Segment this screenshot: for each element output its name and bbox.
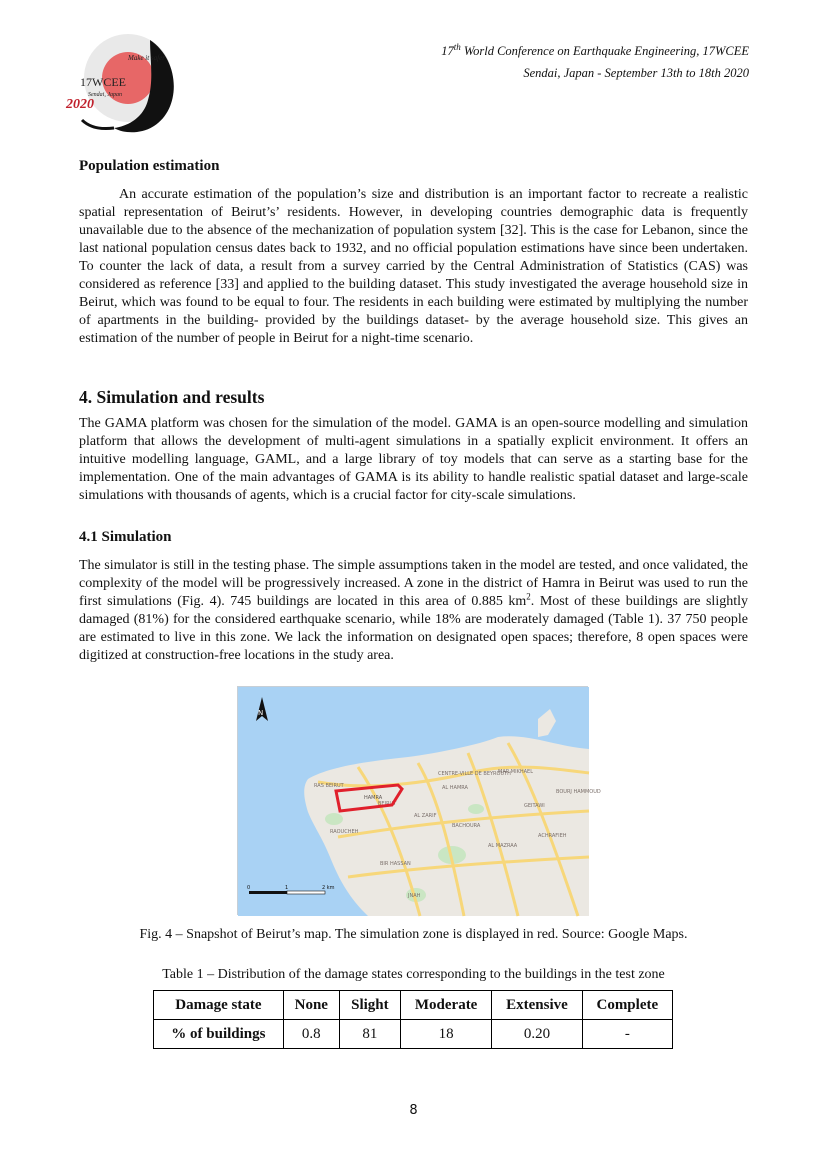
table-header-cell: Complete xyxy=(582,991,672,1020)
north-arrow-label: N xyxy=(258,709,264,717)
map-label: BACHOURA xyxy=(452,823,481,829)
map-label: GEITAWI xyxy=(524,803,545,809)
map-label: AL ZARIF xyxy=(414,813,437,819)
map-label: ACHRAFIEH xyxy=(538,833,567,839)
scale-label: 0 xyxy=(247,885,251,891)
table-row-header: % of buildings xyxy=(154,1020,284,1049)
table-header-cell: Damage state xyxy=(154,991,284,1020)
wcee-logo xyxy=(58,30,188,140)
svg-text:2020: 2020 xyxy=(66,97,94,112)
page-number: 8 xyxy=(409,1103,418,1118)
population-heading: Population estimation xyxy=(79,158,220,174)
table-cell: 0.20 xyxy=(492,1020,582,1049)
table-cell: - xyxy=(582,1020,672,1049)
beirut-map xyxy=(237,686,601,915)
figure-caption: Fig. 4 – Snapshot of Beirut’s map. The simulation zone is displayed in red. Source: Google Maps. xyxy=(139,927,688,942)
map-label: BEIRUT xyxy=(378,801,397,807)
table-caption: Table 1 – Distribution of the damage states corresponding to the buildings in the test zone xyxy=(162,967,665,982)
conference-dates: Sendai, Japan - September 13th to 18th 2020 xyxy=(523,66,749,80)
map-label: RAS BEIRUT xyxy=(314,783,344,789)
svg-text:Sendai, Japan: Sendai, Japan xyxy=(88,92,122,98)
section-4-paragraph: The GAMA platform was chosen for the simulation of the model. GAMA is an open-source modelling and simulation platform that allows the development of multi-agent simulations in a spatially explicit environment. It offers an intuitive modelling language, GAML, and a large library of toy models that can serve as a starting base for the implementation. One of the main advantages of GAMA is its ability to handle realistic spatial dataset and large-scale simulations with thousands of agents, which is a crucial factor for city-scale simulations. xyxy=(79,416,748,503)
table-header-cell: Slight xyxy=(339,991,400,1020)
map-label: CENTRE-VILLE DE BEYROUTH xyxy=(438,771,511,777)
subsection-4-1-heading: 4.1 Simulation xyxy=(79,529,172,545)
map-label: BOURJ HAMMOUD xyxy=(556,789,601,795)
map-label: AL HAMRA xyxy=(442,785,468,791)
map-label: JNAH xyxy=(408,893,421,899)
svg-text:Make it safer: Make it safer xyxy=(128,54,165,62)
table-header-cell: Moderate xyxy=(400,991,491,1020)
svg-text:17WCEE: 17WCEE xyxy=(80,75,126,89)
map-label: RAOUCHEH xyxy=(330,829,359,835)
table-header-cell: None xyxy=(283,991,339,1020)
map-label: MAR MIKHAEL xyxy=(498,769,533,775)
scale-label: 2 km xyxy=(322,885,335,891)
scale-label: 1 xyxy=(285,885,289,891)
table-header-cell: Extensive xyxy=(492,991,582,1020)
table-row xyxy=(154,1020,673,1049)
map-label: AL MAZRAA xyxy=(488,843,518,849)
map-label: BIR HASSAN xyxy=(380,861,411,867)
conference-header xyxy=(441,40,749,84)
conference-title: 17th World Conference on Earthquake Engineering, 17WCEE xyxy=(441,41,749,58)
table-cell: 18 xyxy=(400,1020,491,1049)
table-header-row xyxy=(154,991,673,1020)
damage-table xyxy=(153,990,673,1049)
zone-label: HAMRA xyxy=(364,795,383,801)
subsection-4-1-paragraph: The simulator is still in the testing phase. The simple assumptions taken in the model are tested, and once validated, the complexity of the model will be progressively increased. A zone in the district of Hamra in Beirut was used to run the first simulations (Fig. 4). 745 buildings are located in this area of 0.885 $km^2$. Most of these buildings are slightly damaged (81%) for the considered earthquake scenario, while 18% are moderately damaged (Table 1). 37 750 people are estimated to live in this zone. We lack the information on designated open spaces; therefore, 8 open spaces were digitized at construction-free locations in the study area. xyxy=(79,558,748,663)
table-cell: 81 xyxy=(339,1020,400,1049)
population-paragraph: An accurate estimation of the population’s size and distribution is an important factor to recreate a realistic spatial representation of Beirut’s’ residents. However, in developing countries demographic data is frequently unavailable due to the absence of the mechanization of population system [32]. This is the case for Lebanon, since the last national population census dates back to 1932, and no official population estimations have since been undertaken. To counter the lack of data, a result from a survey carried by the Central Administration of Statistics (CAS) was considered as reference [33] and applied to the building dataset. This study investigated the average household size in Beirut, which was found to be equal to four. The residents in each building were estimated by multiplying the number of apartments in the building- provided by the buildings dataset- by the average household size. This gives an estimation of the number of people in Beirut for a night-time scenario. xyxy=(79,187,748,346)
table-cell: 0.8 xyxy=(283,1020,339,1049)
section-4-heading: 4. Simulation and results xyxy=(79,387,265,407)
